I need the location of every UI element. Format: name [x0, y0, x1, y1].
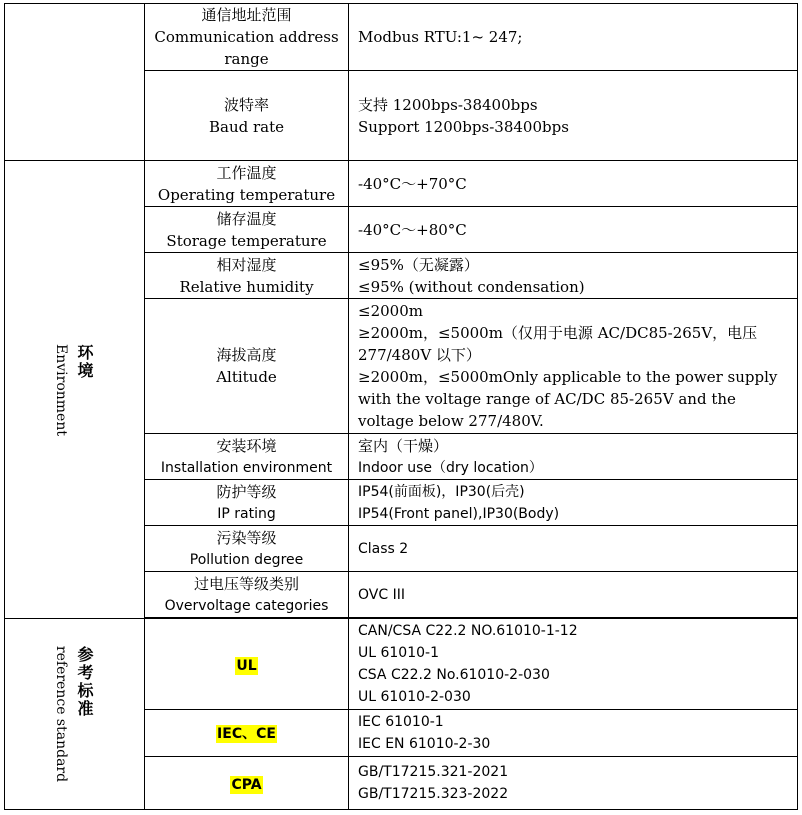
value-installation-environment: 室内（干燥） Indoor use（dry location） — [349, 434, 798, 480]
spec-table — [4, 3, 798, 810]
param-relative-humidity: 相对湿度 Relative humidity — [145, 253, 349, 299]
param-overvoltage-categories: 过电压等级类别 Overvoltage categories — [145, 572, 349, 618]
standard-cpa — [145, 757, 349, 810]
value-ip-rating: IP54(前面板)，IP30(后壳) IP54(Front panel),IP30(Body) — [349, 480, 798, 526]
value-storage-temperature: -40°C～+80°C — [349, 207, 798, 253]
standard-iec — [145, 710, 349, 757]
param-ip-rating: 防护等级 IP rating — [145, 480, 349, 526]
value-operating-temperature: -40°C～+70°C — [349, 161, 798, 207]
value-baud-rate: 支持 1200bps-38400bps Support 1200bps-38400bps — [349, 71, 798, 161]
table-row — [5, 619, 798, 710]
param-altitude: 海拔高度 Altitude — [145, 299, 349, 434]
highlight-badge: UL — [236, 657, 257, 674]
value-pollution-degree: Class 2 — [349, 526, 798, 572]
param-pollution-degree: 污染等级 Pollution degree — [145, 526, 349, 572]
param-comm-address — [145, 4, 349, 71]
value-comm-address: Modbus RTU:1~ 247; — [349, 4, 798, 71]
table-row — [5, 4, 798, 71]
param-zh: 通信地址范围 — [201, 6, 292, 24]
value-altitude: ≤2000m ≥2000m，≤5000m（仅用于电源 AC/DC85-265V，电压 277/480V 以下） ≥2000m，≤5000mOnly applicable to the power supply with the voltage range of AC/DC 85-265V and the voltage below 277/480V. — [349, 299, 798, 434]
param-baud-rate: 波特率 Baud rate — [145, 71, 349, 161]
table-row — [5, 161, 798, 207]
environment-label-en: Environment — [53, 343, 69, 436]
param-en: Communication address range — [154, 28, 339, 68]
value-overvoltage-categories: OVC III — [349, 572, 798, 618]
reference-label-zh: 参考标准 — [75, 645, 94, 718]
value-iec-standards: IEC 61010-1 IEC EN 61010-2-30 — [349, 710, 798, 757]
environment-label-zh: 环境 — [75, 343, 94, 380]
value-cpa-standards: GB/T17215.321-2021 GB/T17215.323-2022 — [349, 757, 798, 810]
param-operating-temperature: 工作温度 Operating temperature — [145, 161, 349, 207]
value-ul-standards: CAN/CSA C22.2 NO.61010-1-12 UL 61010-1 CSA C22.2 No.61010-2-030 UL 61010-2-030 — [349, 619, 798, 710]
param-storage-temperature: 储存温度 Storage temperature — [145, 207, 349, 253]
param-installation-environment: 安装环境 Installation environment — [145, 434, 349, 480]
value-relative-humidity: ≤95%（无凝露） ≤95% (without condensation) — [349, 253, 798, 299]
reference-group-cell — [5, 619, 145, 810]
communication-group-cell — [5, 4, 145, 161]
standard-ul — [145, 619, 349, 710]
environment-group-cell — [5, 161, 145, 619]
highlight-badge: CPA — [231, 776, 262, 793]
reference-label-en: reference standard — [53, 645, 69, 783]
highlight-badge: IEC、CE — [217, 726, 276, 742]
